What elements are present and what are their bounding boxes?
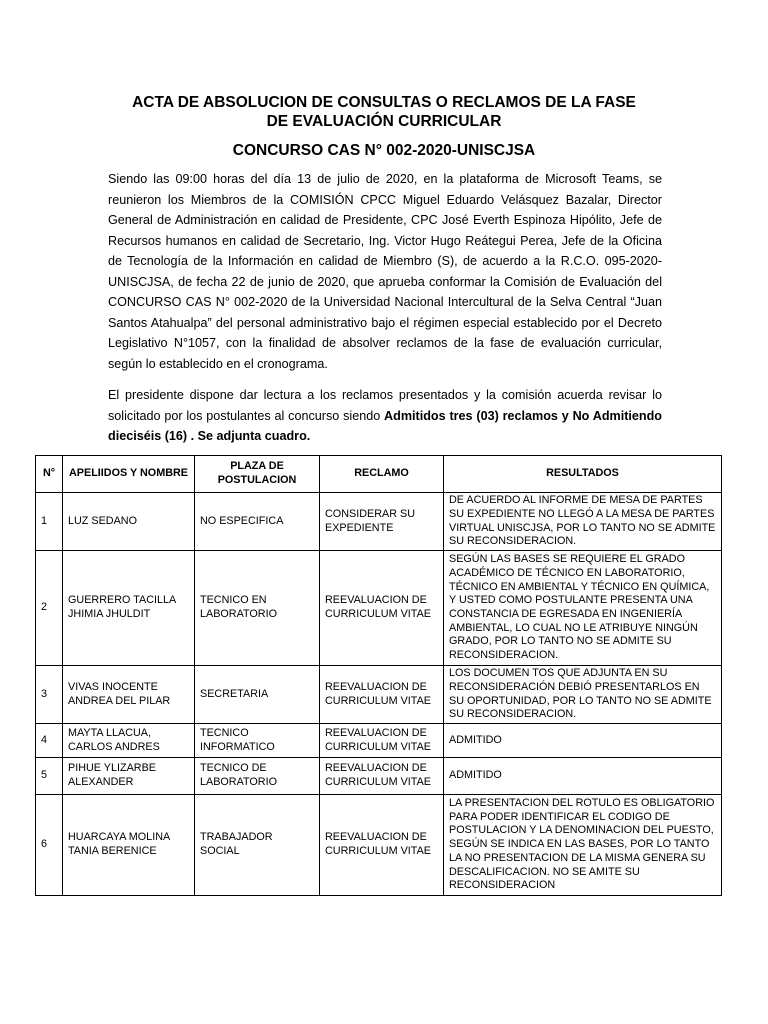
cell-num: 3: [36, 666, 63, 724]
table-row: [36, 795, 722, 896]
cell-resultado: DE ACUERDO AL INFORME DE MESA DE PARTES SU EXPEDIENTE NO LLEGÓ A LA MESA DE PARTES VIRTUAL UNISCJSA, POR LO TANTO NO SE ADMITE SU RECONSIDERACION.: [444, 493, 722, 551]
claims-table: [35, 455, 722, 896]
cell-resultado: LA PRESENTACION DEL ROTULO ES OBLIGATORIO PARA PODER IDENTIFICAR EL CODIGO DE POSTULACION Y LA DENOMINACION DEL PUESTO, SEGÚN SE INDICA EN LAS BASES, POR LO TANTO LA NO PRESENTACION DE LA MISMA GENERA SU DESCALIFICACION. NO SE AMITE SU RECONSIDERACION: [444, 795, 722, 896]
table-row: [36, 551, 722, 666]
cell-num: 2: [36, 551, 63, 666]
contest-title: CONCURSO CAS N° 002-2020-UNISCJSA: [232, 142, 536, 159]
header-plaza: PLAZA DE POSTULACION: [195, 456, 320, 493]
document-title-line2: DE EVALUACIÓN CURRICULAR: [266, 113, 502, 130]
header-reclamo: RECLAMO: [320, 456, 444, 493]
cell-reclamo: CONSIDERAR SU EXPEDIENTE: [320, 493, 444, 551]
cell-plaza: SECRETARIA: [195, 666, 320, 724]
table-header-row: [36, 456, 722, 493]
cell-name: VIVAS INOCENTE ANDREA DEL PILAR: [63, 666, 195, 724]
cell-reclamo: REEVALUACION DE CURRICULUM VITAE: [320, 666, 444, 724]
table-row: [36, 666, 722, 724]
cell-resultado: ADMITIDO: [444, 758, 722, 795]
decision-paragraph: [108, 385, 662, 447]
cell-reclamo: REEVALUACION DE CURRICULUM VITAE: [320, 551, 444, 666]
table-row: [36, 758, 722, 795]
decision-bold-text: Admitidos tres (03) reclamos y No Admitiendo dieciséis (16) . Se adjunta cuadro.: [108, 408, 662, 443]
document-title-line1: ACTA DE ABSOLUCION DE CONSULTAS O RECLAMOS DE LA FASE: [132, 94, 636, 111]
cell-reclamo: REEVALUACION DE CURRICULUM VITAE: [320, 724, 444, 758]
cell-name: PIHUE YLIZARBE ALEXANDER: [63, 758, 195, 795]
header-num: N°: [36, 456, 63, 493]
intro-paragraph: Siendo las 09:00 horas del día 13 de julio de 2020, en la plataforma de Microsoft Teams, se reunieron los Miembros de la COMISIÓN CPCC Miguel Eduardo Velásquez Bazalar, Director General de Administración en calidad de Presidente, CPC José Everth Espinoza Hipólito, Jefe de Recursos humanos en calidad de Secretario, Ing. Victor Hugo Reátegui Perea, Jefe de la Oficina de Tecnología de la Información en calidad de Miembro (S), de acuerdo a la R.C.O. 095-2020-UNISCJSA, de fecha 22 de junio de 2020, que aprueba conformar la Comisión de Evaluación del CONCURSO CAS N° 002-2020 de la Universidad Nacional Intercultural de la Selva Central “Juan Santos Atahualpa” del personal administrativo bajo el régimen especial establecido por el Decreto Legislativo N°1057, con la finalidad de absolver reclamos de la fase de evaluación curricular, según lo establecido en el cronograma.: [108, 172, 662, 371]
cell-plaza: TECNICO INFORMATICO: [195, 724, 320, 758]
cell-reclamo: REEVALUACION DE CURRICULUM VITAE: [320, 758, 444, 795]
cell-plaza: TRABAJADOR SOCIAL: [195, 795, 320, 896]
cell-reclamo: REEVALUACION DE CURRICULUM VITAE: [320, 795, 444, 896]
cell-name: HUARCAYA MOLINA TANIA BERENICE: [63, 795, 195, 896]
cell-name: MAYTA LLACUA, CARLOS ANDRES: [63, 724, 195, 758]
cell-num: 5: [36, 758, 63, 795]
cell-resultado: ADMITIDO: [444, 724, 722, 758]
cell-name: LUZ SEDANO: [63, 493, 195, 551]
header-resultados: RESULTADOS: [444, 456, 722, 493]
cell-resultado: SEGÚN LAS BASES SE REQUIERE EL GRADO ACADÉMICO DE TÉCNICO EN LABORATORIO, TÉCNICO EN AMBIENTAL Y TÉCNICO EN QUÍMICA, Y USTED COMO POSTULANTE PRESENTA UNA CONSTANCIA DE EGRESADA EN INGENIERÍA AMBIENTAL, LO CUAL NO LE ATRIBUYE NINGÚN GRADO, POR LO TANTO NO SE ADMITE SU RECONSIDERACION.: [444, 551, 722, 666]
table-row: [36, 493, 722, 551]
cell-name: GUERRERO TACILLA JHIMIA JHULDIT: [63, 551, 195, 666]
cell-num: 1: [36, 493, 63, 551]
header-name: APELIIDOS Y NOMBRE: [63, 456, 195, 493]
cell-plaza: TECNICO EN LABORATORIO: [195, 551, 320, 666]
cell-num: 6: [36, 795, 63, 896]
cell-plaza: TECNICO DE LABORATORIO: [195, 758, 320, 795]
cell-resultado: LOS DOCUMEN TOS QUE ADJUNTA EN SU RECONSIDERACIÓN DEBIÓ PRESENTARLOS EN SU OPORTUNIDAD, POR LO TANTO NO SE ADMITE SU RECONSIDERACION.: [444, 666, 722, 724]
table-row: [36, 724, 722, 758]
decision-text: El presidente dispone dar lectura a los reclamos presentados y la comisión acuerda revisar lo solicitado por los postulantes al concurso siendo: [108, 388, 662, 423]
cell-num: 4: [36, 724, 63, 758]
cell-plaza: NO ESPECIFICA: [195, 493, 320, 551]
